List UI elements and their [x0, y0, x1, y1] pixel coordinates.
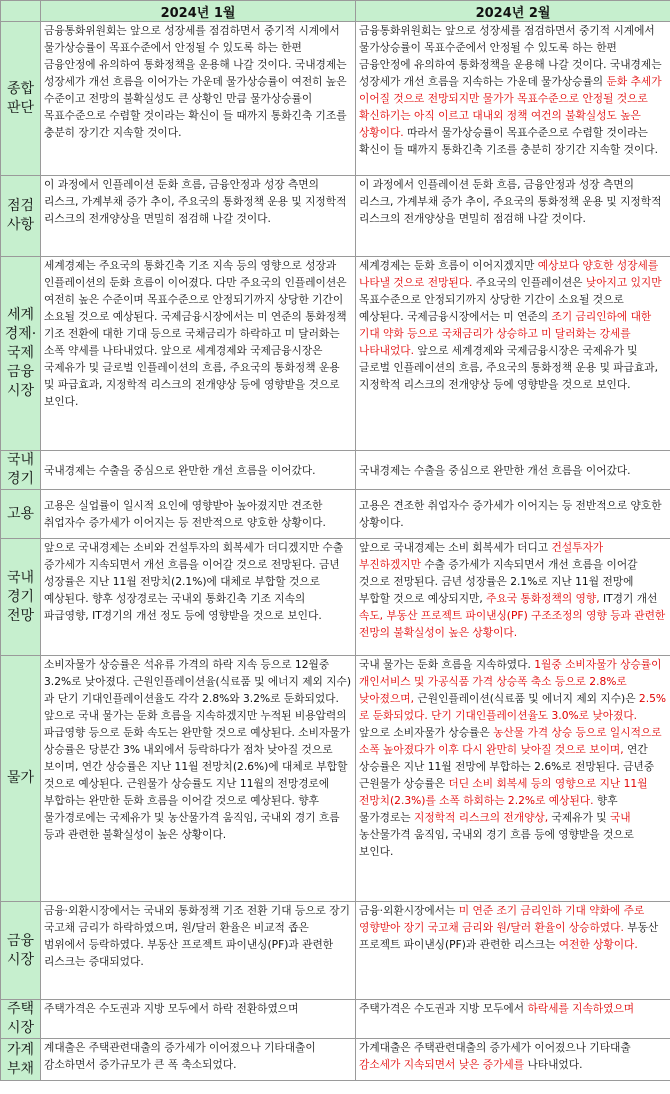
changed-text: 속도, 부동산 프로젝트 파이낸싱(PF) 구조조정의 영향 등과 관련한 전망의 불확실성이 높은 상황이다.	[359, 609, 666, 639]
body-text: 앞으로 국내경제는 소비 회복세가 더디고	[359, 541, 552, 554]
feb-text-cell	[356, 451, 670, 490]
row-domestic-outlook	[1, 539, 670, 656]
body-text: 수출 증가세가 지속되면서 개선 흐름을 이어갈 것으로 전망된다. 금년 성장률은 2.1%로 지난 11월 전망에 부합할 것으로 예상되지만,	[359, 558, 638, 605]
changed-text: 여전한 상황이다.	[558, 938, 638, 951]
body-text: 향후 물가경로는	[359, 794, 618, 824]
body-text: 국내경제는 수출을 중심으로 완만한 개선 흐름을 이어갔다.	[359, 463, 631, 477]
body-text: 고용은 견조한 취업자수 증가세가 이어지는 등 전반적으로 양호한 상황이다.	[359, 499, 662, 529]
feb-text-cell	[356, 257, 670, 451]
body-text: 근원인플레이션(식료품 및 에너지 제외 지수)은	[414, 692, 639, 705]
body-text: IT경기 개선	[599, 592, 658, 605]
body-text: 나타내었다.	[524, 1058, 583, 1071]
body-text: 앞으로 세계경제와 국제금융시장은 국제유가 및 글로벌 인플레이션의 흐름, 주요국의 통화정책 운용 및 파급효과, 지정학적 리스크의 전개양상 등에 영향받을 것으로 보인다.	[359, 344, 659, 391]
body-text: 금융통화위원회는 앞으로 성장세를 점검하면서 중기적 시계에서 물가상승률이 목표수준에서 안정될 수 있도록 하는 한편 금융안정에 유의하여 통화정책을 운용해 나갈 것이다. 국내경제는 성장세가 개선 흐름을 이어가는 가운데 물가상승률이 여전히 높은 수준이고 전망의 불확실성도 큰 상황인 만큼 물가상승률이 목표수준으로 수렴할 것이라는 확신이 들 때까지 통화긴축 기조를 충분히 장기간 지속할 것이다.	[44, 24, 347, 139]
body-text: 국제유가 및	[548, 811, 610, 824]
row-financial-markets	[1, 902, 670, 1000]
feb-text-cell	[356, 490, 670, 539]
body-text: 소비자물가 상승률은 석유류 가격의 하락 지속 등으로 12월중 3.2%로 낮아졌다. 근원인플레이션율(식료품 및 에너지 제외 지수)과 단기 기대인플레이션율도 각각 2.8%와 3.2%로 둔화되었다. 앞으로 국내 물가는 둔화 흐름을 지속하겠지만 누적된 비용압력의 파급영향 등으로 둔화 속도는 완만할 것으로 예상된다. 소비자물가 상승률은 당분간 3% 내외에서 등락하다가 점차 낮아질 것으로 보이며, 연간 상승률은 지난 11월 전망치(2.6%)에 대체로 부합할 것으로 예상된다. 근원물가 상승률도 지난 11월의 전망경로에 부합하는 완만한 둔화 흐름을 이어갈 것으로 예상된다. 향후 물가경로에는 국제유가 및 농산물가격 움직임, 국내외 경기 흐름 등과 관련한 불확실성이 높은 상황이다.	[44, 658, 352, 841]
body-text: 주택가격은 수도권과 지방 모두에서 하락 전환하였으며	[44, 1002, 299, 1015]
body-text: 앞으로 소비자물가 상승률은	[359, 726, 494, 739]
body-text: 이 과정에서 인플레이션 둔화 흐름, 금융안정과 성장 측면의 리스크, 가계부채 증가 추이, 주요국의 통화정책 운용 및 지정학적 리스크의 전개양상을 면밀히 점검해 나갈 것이다.	[359, 178, 662, 225]
changed-text: 지정학적 리스크의 전개양상,	[414, 811, 549, 824]
changed-text: 1월중 소비자물가 상승률이 개인서비스 및 가공식품 가격 상승폭 축소 등으로 2.8%로 낮아졌으며,	[359, 658, 662, 705]
changed-text: 국내	[609, 811, 631, 824]
category-label: 물가	[1, 656, 41, 902]
body-text: 가계대출은 주택관련대출의 증가세가 이어졌으나 기타대출	[359, 1041, 631, 1054]
category-label: 국내 경기 전망	[1, 539, 41, 656]
jan-text-cell	[41, 1039, 356, 1081]
row-household-debt	[1, 1039, 670, 1081]
feb-text-cell	[356, 1039, 670, 1081]
changed-text: 2.5%로 둔화되었다. 단기 기대인플레이션율도 3.0%로 낮아졌다.	[359, 692, 667, 722]
changed-text: 미 연준 조기 금리인하 기대 약화에 주로 영향받아 장기 국고채 금리와 원/달러 환율이 상승하였다.	[359, 904, 645, 934]
feb-text-cell	[356, 22, 670, 176]
row-check-points	[1, 176, 670, 257]
changed-text: 예상보다 양호한 성장세를 나타낼 것으로 전망된다.	[359, 259, 659, 289]
feb-text-cell	[356, 176, 670, 257]
body-text: 세계경제는 둔화 흐름이 이어지겠지만	[359, 259, 538, 272]
body-text: 국내경제는 수출을 중심으로 완만한 개선 흐름을 이어갔다.	[44, 463, 316, 477]
body-text: 금융·외환시장에서는 국내외 통화정책 기조 전환 기대 등으로 장기 국고채 금리가 하락하였으며, 원/달러 환율은 비교적 좁은 범위에서 등락하였다. 부동산 프로젝트 파이낸싱(PF)과 관련한 리스크는 증대되었다.	[44, 904, 350, 968]
category-label: 고용	[1, 490, 41, 539]
row-overall-judgment	[1, 22, 670, 176]
row-world-economy	[1, 257, 670, 451]
body-text: 연간 상승률은 지난 11월 전망에 부합하는 2.6%로 전망된다. 금년중 근원물가 상승률은	[359, 743, 655, 790]
category-label: 금융 시장	[1, 902, 41, 1000]
category-label: 종합 판단	[1, 22, 41, 176]
category-label: 국내 경기	[1, 451, 41, 490]
header-jan: 2024년 1월	[41, 1, 356, 22]
body-text: 세계경제는 주요국의 통화긴축 기조 지속 등의 영향으로 성장과 인플레이션의 둔화 흐름이 이어졌다. 다만 주요국의 인플레이션은 여전히 높은 수준이며 목표수준으로 안정되기까지 상당한 기간이 소요될 것으로 예상된다. 국제금융시장에서는 미 연준의 통화정책 기조 전환에 대한 기대 등으로 국채금리가 하락하고 미 달러화는 소폭 약세를 나타내었다. 앞으로 세계경제와 국제금융시장은 국제유가 및 글로벌 인플레이션의 흐름, 주요국의 통화정책 운용 및 파급효과, 지정학적 리스크의 전개양상 등에 영향받을 것으로 보인다.	[44, 259, 347, 408]
body-text: 이 과정에서 인플레이션 둔화 흐름, 금융안정과 성장 측면의 리스크, 가계부채 증가 추이, 주요국의 통화정책 운용 및 지정학적 리스크의 전개양상을 면밀히 점검해 나갈 것이다.	[44, 178, 347, 225]
body-text: 고용은 실업률이 일시적 요인에 영향받아 높아졌지만 견조한 취업자수 증가세가 이어지는 등 전반적으로 양호한 상황이다.	[44, 499, 326, 529]
changed-text: 둔화 추세가 이어질 것으로 전망되지만 물가가 목표수준으로 안정될 것으로 확신하기는 아직 이르고 대내외 정책 여건의 불확실성도 높은 상황이다.	[359, 75, 662, 139]
changed-text: 주요국 통화정책의 영향,	[486, 592, 600, 605]
body-text: 앞으로 국내경제는 소비와 건설투자의 회복세가 더디겠지만 수출 증가세가 지속되면서 개선 흐름을 이어갈 것으로 전망된다. 금년 성장률은 지난 11월 전망치(2.1%)에 대체로 부합할 것으로 예상된다. 향후 성장경로는 국내외 통화긴축 기조 지속의 파급영향, IT경기의 개선 정도 등에 영향받을 것으로 보인다.	[44, 541, 344, 622]
feb-text-cell	[356, 539, 670, 656]
jan-text-cell	[41, 1000, 356, 1039]
jan-text-cell	[41, 539, 356, 656]
body-text: 부동산 프로젝트 파이낸싱(PF)과 관련한 리스크는	[359, 921, 659, 951]
category-label: 세계 경제· 국제 금융 시장	[1, 257, 41, 451]
feb-text-cell	[356, 656, 670, 902]
body-text: 국내 물가는 둔화 흐름을 지속하였다.	[359, 658, 535, 671]
changed-text: 하락세를 지속하였으며	[527, 1002, 635, 1015]
feb-text-cell	[356, 902, 670, 1000]
jan-text-cell	[41, 490, 356, 539]
jan-text-cell	[41, 22, 356, 176]
body-text: 따라서 물가상승률이 목표수준으로 수렴할 것이라는 확신이 들 때까지 통화긴축 기조를 충분히 장기간 지속할 것이다.	[359, 126, 659, 156]
body-text: 계대출은 주택관련대출의 증가세가 이어졌으나 기타대출이 감소하면서 증가규모가 큰 폭 축소되었다.	[44, 1041, 316, 1071]
jan-text-cell	[41, 257, 356, 451]
changed-text: 조기 금리인하에 대한 기대 약화 등으로 국채금리가 상승하고 미 달러화는 강세를 나타내었다.	[359, 310, 652, 357]
header-feb: 2024년 2월	[356, 1, 670, 22]
changed-text: 건설투자가 부진하겠지만	[359, 541, 604, 571]
body-text: 주요국의 인플레이션은	[472, 276, 586, 289]
category-label: 점검 사항	[1, 176, 41, 257]
row-employment	[1, 490, 670, 539]
corner-cell	[1, 1, 41, 22]
body-text: 농산물가격 움직임, 국내외 경기 흐름 등에 영향받을 것으로 보인다.	[359, 828, 634, 858]
row-prices	[1, 656, 670, 902]
changed-text: 더딘 소비 회복세 등의 영향으로 지난 11월 전망치(2.3%)를 소폭 하회하는 2.2%로 예상된다.	[359, 777, 648, 807]
jan-text-cell	[41, 451, 356, 490]
category-label: 가계 부채	[1, 1039, 41, 1081]
jan-text-cell	[41, 656, 356, 902]
changed-text: 낮아지고 있지만	[585, 276, 662, 289]
row-domestic-economy	[1, 451, 670, 490]
body-text: 목표수준으로 안정되기까지 상당한 기간이 소요될 것으로 예상된다. 국제금융시장에서는 미 연준의	[359, 293, 624, 323]
header-row	[1, 1, 670, 22]
row-housing-market	[1, 1000, 670, 1039]
body-text: 주택가격은 수도권과 지방 모두에서	[359, 1002, 528, 1015]
changed-text: 농산물 가격 상승 등으로 일시적으로 소폭 높아졌다가 이후 다시 완만히 낮아질 것으로 보이며,	[359, 726, 662, 756]
changed-text: 감소세가 지속되면서 낮은 증가세를	[359, 1058, 525, 1071]
jan-text-cell	[41, 902, 356, 1000]
jan-text-cell	[41, 176, 356, 257]
body-text: 금융·외환시장에서는	[359, 904, 459, 917]
category-label: 주택 시장	[1, 1000, 41, 1039]
feb-text-cell	[356, 1000, 670, 1039]
body-text: 금융통화위원회는 앞으로 성장세를 점검하면서 중기적 시계에서 물가상승률이 목표수준에서 안정될 수 있도록 하는 한편 금융안정에 유의하여 통화정책을 운용해 나갈 것이다. 국내경제는 성장세가 개선 흐름을 지속하는 가운데 물가상승률의	[359, 24, 662, 88]
